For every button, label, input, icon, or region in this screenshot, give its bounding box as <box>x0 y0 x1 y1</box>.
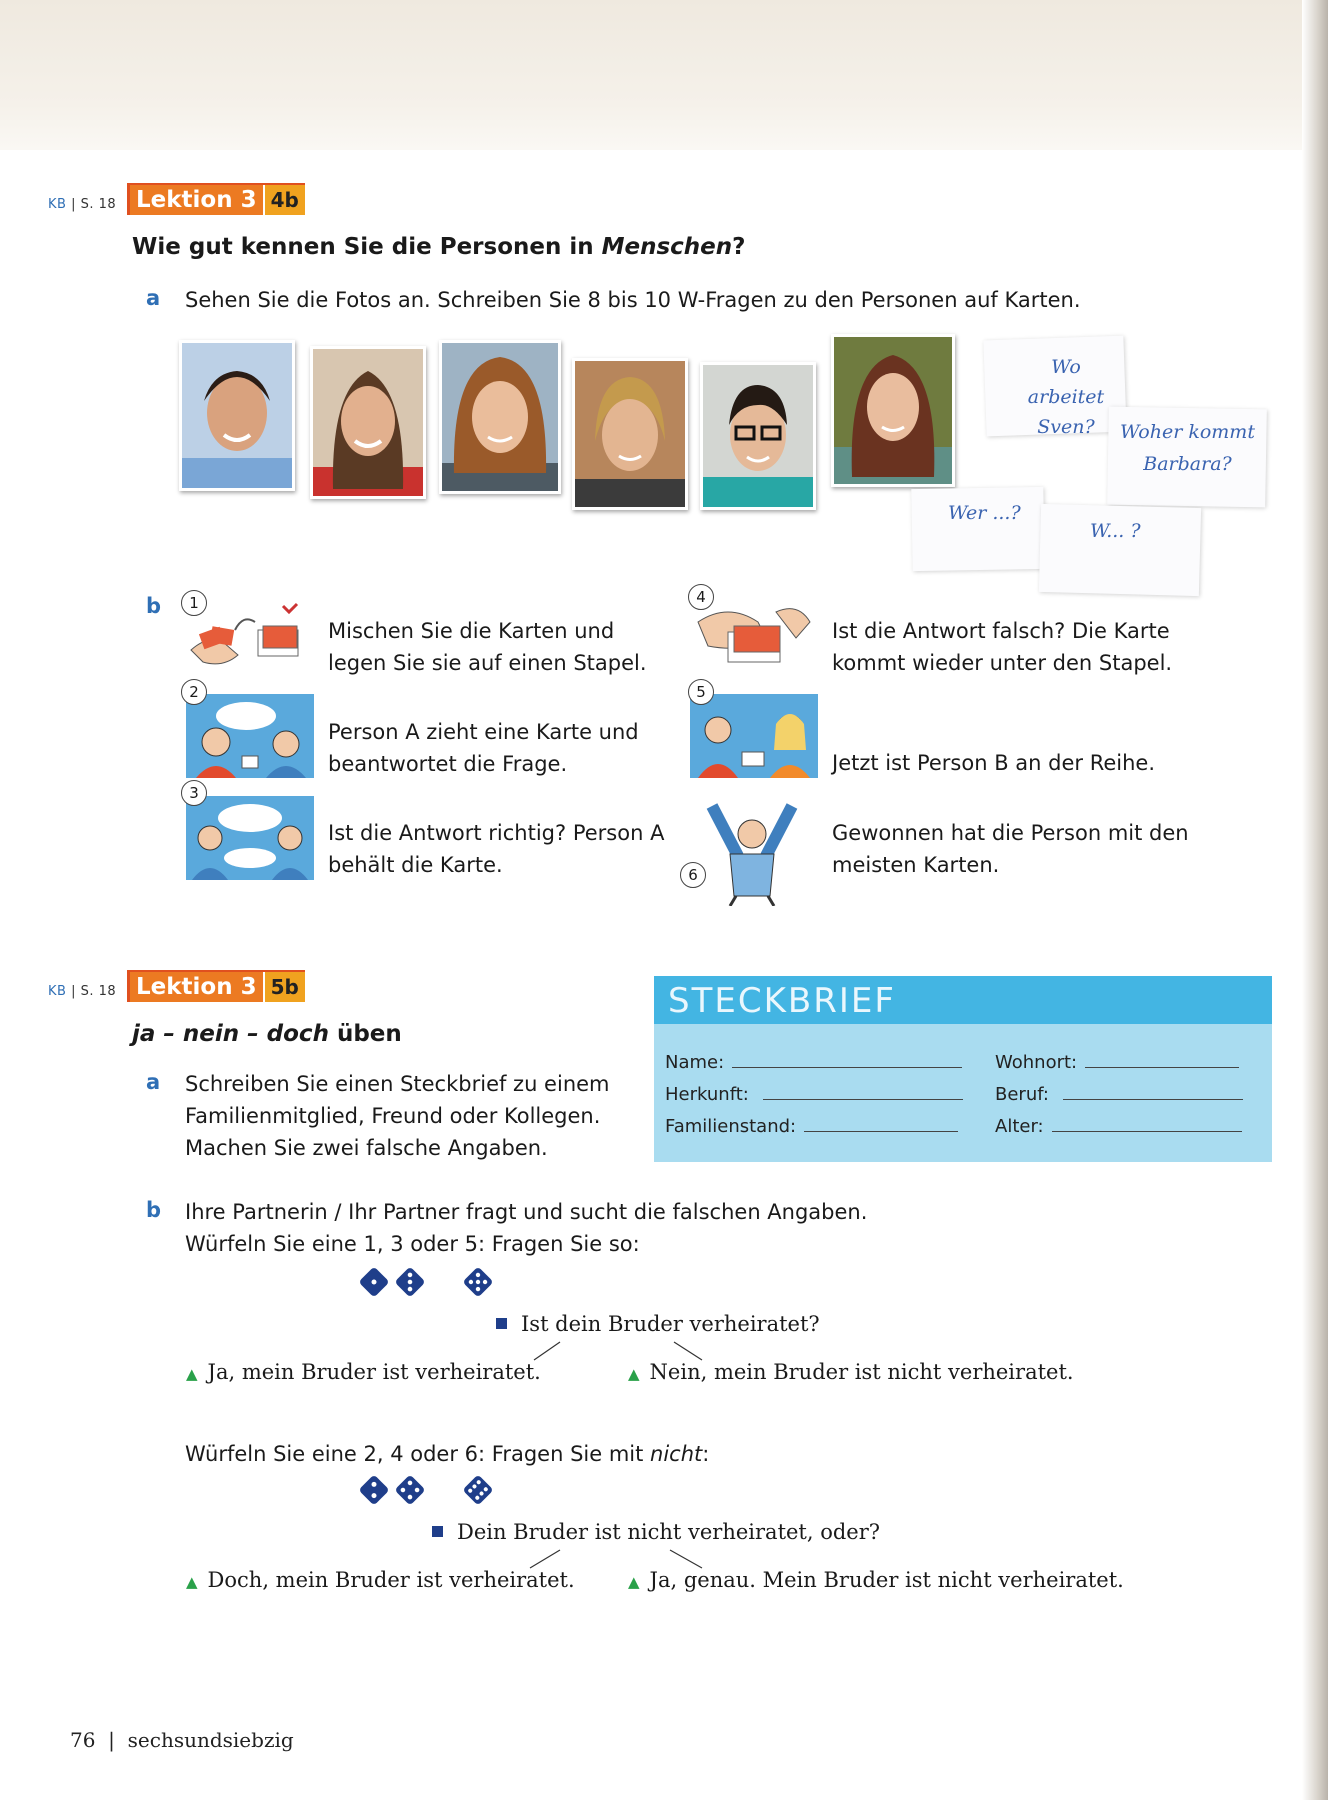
portrait-photo-1 <box>179 340 295 491</box>
step-4-text: Ist die Antwort falsch? Die Karte kommt wieder unter den Stapel. <box>832 619 1173 675</box>
task-letter-b: b <box>146 1198 162 1222</box>
step-1-text: Mischen Sie die Karten und legen Sie sie auf einen Stapel. <box>328 619 647 675</box>
step-2-text: Person A zieht eine Karte und beantwortet die Frage. <box>328 720 639 776</box>
portrait-photo-4 <box>572 358 688 510</box>
kb-reference: KB | S. 18 <box>48 197 117 212</box>
lesson-number: 4b <box>265 185 305 215</box>
step-number-4: 4 <box>688 584 714 610</box>
page-footer: 76 | sechsundsiebzig <box>70 1728 294 1752</box>
step-number-1: 1 <box>181 590 207 616</box>
task-a-text: Sehen Sie die Fotos an. Schreiben Sie 8 bis 10 W-Fragen zu den Personen auf Karten. <box>185 288 1081 312</box>
field-beruf: Beruf: <box>995 1084 1243 1105</box>
portrait-photo-6 <box>831 334 955 487</box>
answer-ja-genau: ▲ Ja, genau. Mein Bruder ist nicht verheiratet. <box>628 1568 1124 1592</box>
task-b-text-1: Ihre Partnerin / Ihr Partner fragt und sucht die falschen Angaben. <box>185 1200 868 1224</box>
step-number-5: 5 <box>688 679 714 705</box>
step-number-2: 2 <box>181 679 207 705</box>
task-letter-a: a <box>146 286 161 310</box>
answer-no: ▲ Nein, mein Bruder ist nicht verheiratet. <box>628 1360 1074 1384</box>
step-6-text: Gewonnen hat die Person mit den meisten Karten. <box>832 821 1189 877</box>
question-card <box>1039 504 1201 596</box>
lesson-number: 5b <box>265 972 305 1002</box>
field-name: Name: <box>665 1052 962 1073</box>
question-card-text: Wer ...? <box>948 502 1021 524</box>
dice-odd-numbers-icon <box>358 1266 498 1302</box>
task-letter-b: b <box>146 594 162 618</box>
lesson-label: Lektion 3 <box>130 972 263 1002</box>
page-number-word: sechsundsiebzig <box>127 1728 294 1752</box>
step-number-3: 3 <box>181 780 207 806</box>
steckbrief-title: STECKBRIEF <box>654 976 1272 1024</box>
correct-answer-illustration <box>186 796 314 884</box>
question-card-text: Wo arbeitet Sven? <box>1027 356 1105 438</box>
portrait-photo-3 <box>439 340 561 494</box>
answer-doch: ▲ Doch, mein Bruder ist verheiratet. <box>186 1568 575 1592</box>
dice-even-numbers-icon <box>358 1474 498 1510</box>
task-b-text-2: Würfeln Sie eine 1, 3 oder 5: Fragen Sie so: <box>185 1232 640 1256</box>
step-5-text: Jetzt ist Person B an der Reihe. <box>832 751 1156 775</box>
task-letter-a: a <box>146 1070 161 1094</box>
draw-card-illustration <box>186 694 314 782</box>
page-number: 76 <box>70 1728 96 1752</box>
question-card <box>911 487 1044 571</box>
task-b-text-3: Würfeln Sie eine 2, 4 oder 6: Fragen Sie mit nicht: <box>185 1442 710 1466</box>
question-card-text: W... ? <box>1090 520 1141 542</box>
answer-yes: ▲ Ja, mein Bruder ist verheiratet. <box>186 1360 541 1384</box>
question-2: Dein Bruder ist nicht verheiratet, oder? <box>432 1520 880 1544</box>
page-edge <box>1302 0 1328 1800</box>
exercise-heading: Wie gut kennen Sie die Personen in Menschen? <box>132 234 746 260</box>
field-herkunft: Herkunft: <box>665 1084 963 1105</box>
step-number-6: 6 <box>680 862 706 888</box>
field-wohnort: Wohnort: <box>995 1052 1239 1073</box>
person-b-turn-illustration <box>690 694 818 782</box>
page-top-shadow <box>0 0 1328 150</box>
question-1: Ist dein Bruder verheiratet? <box>496 1312 820 1336</box>
field-alter: Alter: <box>995 1116 1242 1137</box>
portrait-photo-2 <box>310 346 426 499</box>
lesson-label: Lektion 3 <box>130 185 263 215</box>
task-a-text: Schreiben Sie einen Steckbrief zu einem Familienmitglied, Freund oder Kollegen. Machen Sie zwei falsche Angaben. <box>185 1072 610 1160</box>
question-card-text: Woher kommt Barbara? <box>1120 421 1255 475</box>
field-familienstand: Familienstand: <box>665 1116 958 1137</box>
step-3-text: Ist die Antwort richtig? Person A behält die Karte. <box>328 821 665 877</box>
winner-illustration <box>690 796 814 910</box>
lesson-tag <box>127 183 305 215</box>
portrait-photo-5 <box>700 362 816 510</box>
kb-reference: KB | S. 18 <box>48 984 117 999</box>
lesson-tag <box>127 970 305 1002</box>
exercise-heading: ja – nein – doch üben <box>132 1021 402 1047</box>
